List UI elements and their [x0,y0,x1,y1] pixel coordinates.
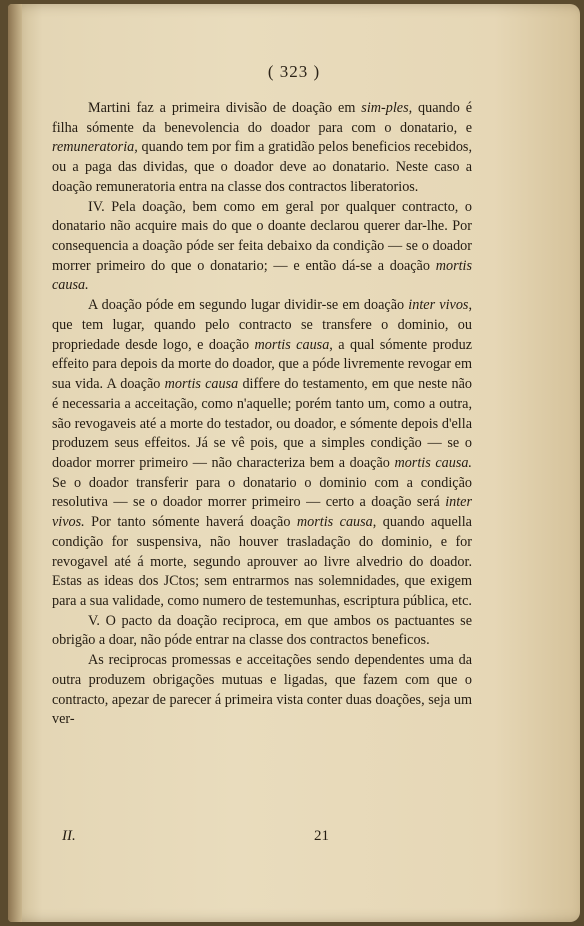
page-number: ( 323 ) [267,62,321,81]
paragraph [52,296,472,612]
text-run: differe do testamento, em que neste não é necessaria a acceitação, como n'aquelle; porém tanto um, como a outra, são revogaveis até a morte do testador, ou doador, e sómente depois d'ella produzem seus effeitos. Já se vê pois, que a simples condição — se o doador morrer primeiro — não characteriza bem a doação [52,376,472,471]
italic-text: inter vivos [408,297,469,314]
page-footer [52,828,472,850]
text-run: , que tem lugar, quando pelo contracto se transfere o dominio, ou propriedade desde logo, e doação [52,297,472,353]
italic-text: mortis causa [254,336,330,353]
paragraph [52,651,472,730]
paragraph [52,198,472,297]
italic-text: mortis causa. [394,454,472,471]
signature-mark: II. [62,828,76,844]
sheet-number: 21 [314,828,329,844]
body-text [52,99,472,730]
italic-text: sim-ples, [361,100,413,116]
italic-text: mortis causa. [52,257,472,294]
book-page [8,4,580,922]
text-run: , a qual sómente produz effeito para depois da morte do doador, que a póde livremente revogar em sua vida. A doação [52,336,472,393]
text-run: Martini faz a primeira divisão de doação em [88,100,362,116]
book-gutter [8,4,22,922]
italic-text: mortis causa [164,376,239,393]
italic-text: inter vivos. [52,494,472,531]
text-run: , quando aquella condição for suspensiva, não houver trasladação do dominio, e for revogavel até á morte, segundo aprouver ao livre alvedrio do doador. Estas as ideas dos JCtos; sem entrarmos nas solemnidades, que exigem para a sua validade, como numero de testemunhas, escriptura pública, etc. [52,514,472,609]
paragraph [52,612,472,651]
text-run: A doação póde em segundo lugar dividir-se em doação [88,297,409,314]
italic-text: mortis causa [296,514,373,531]
text-run: IV. Pela doação, bem como em geral por qualquer contracto, o donatario não acquire mais do que o doante declarou querer dar-lhe. Por consequencia a doação póde ser feita debaixo da condição — se o doador morrer primeiro do que o donatario; — e então dá-se a doação [52,198,472,274]
paragraph [52,99,472,198]
text-run: As reciprocas promessas e acceitações sendo dependentes uma da outra produzem obrigações mutuas e ligadas, que fazem com que o contracto, apezar de parecer á primeira vista conter duas doações, seja um ver- [52,652,472,728]
italic-text: remuneratoria, [52,139,138,156]
text-run: Se o doador transferir para o donatario o dominio com a condição resolutiva — se o doador morrer primeiro — certo a doação será [52,474,472,511]
text-run: quando tem por fim a gratidão pelos beneficios recebidos, ou a paga das dividas, que o doador deve ao donatario. Neste caso a doação remuneratoria entra na classe dos contractos liberatorios. [52,139,472,195]
text-run: quando é filha sómente da benevolencia do doador para com o donatario, e [52,100,472,136]
text-run: V. O pacto da doação reciproca, em que ambos os pactuantes se obrigão a doar, não póde entrar na classe dos contractos beneficos. [52,612,472,649]
text-run: Por tanto sómente haverá doação [84,514,297,531]
